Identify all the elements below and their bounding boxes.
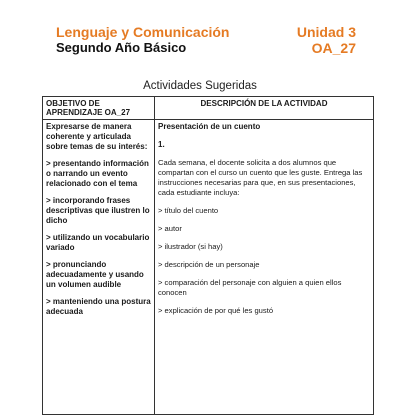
objective-code: OA_27: [311, 40, 356, 56]
activity-item: > comparación del personaje con alguien a quien ellos conocen: [158, 278, 342, 297]
grade-subtitle: Segundo Año Básico: [56, 40, 187, 55]
objective-item: > pronunciando adecuadamente y usando un volumen audible: [46, 260, 144, 289]
activity-item: > descripción de un personaje: [158, 260, 260, 269]
unit-label: Unidad 3: [296, 24, 356, 40]
activity-intro: Cada semana, el docente solicita a dos alumnos que compartan con el curso un cuento que les guste. Entrega las instrucciones necesarias para que, en sus presentaciones, cada estudiante incluya:: [158, 158, 363, 197]
activity-item: > título del cuento: [158, 206, 219, 215]
objective-item: > utilizando un vocabulario variado: [46, 233, 150, 252]
activity-title: Presentación de un cuento: [158, 122, 261, 131]
activity-item: > autor: [158, 224, 182, 233]
table-row: [43, 120, 374, 415]
activity-item: > ilustrador (si hay): [158, 242, 223, 251]
objective-column-header: OBJETIVO DE APRENDIZAJE OA_27: [43, 97, 155, 120]
subject-title: Lenguaje y Comunicación: [56, 24, 230, 40]
objective-item: > presentando información o narrando un evento relacionado con el tema: [46, 159, 149, 188]
section-title: Actividades Sugeridas: [143, 80, 257, 92]
objective-item: Expresarse de manera coherente y articulada sobre temas de su interés:: [46, 122, 148, 151]
objective-item: > manteniendo una postura adecuada: [46, 297, 151, 316]
description-column-header: DESCRIPCIÓN DE LA ACTIVIDAD: [155, 97, 374, 120]
table-header-row: [43, 97, 374, 120]
description-cell: [155, 120, 374, 415]
activity-item: > explicación de por qué les gustó: [158, 306, 274, 315]
activities-table: [42, 96, 374, 415]
objective-item: > incorporando frases descriptivas que ilustren lo dicho: [46, 196, 150, 225]
objective-cell: [43, 120, 155, 415]
activity-number: 1.: [158, 140, 165, 149]
page-header: [56, 24, 356, 58]
